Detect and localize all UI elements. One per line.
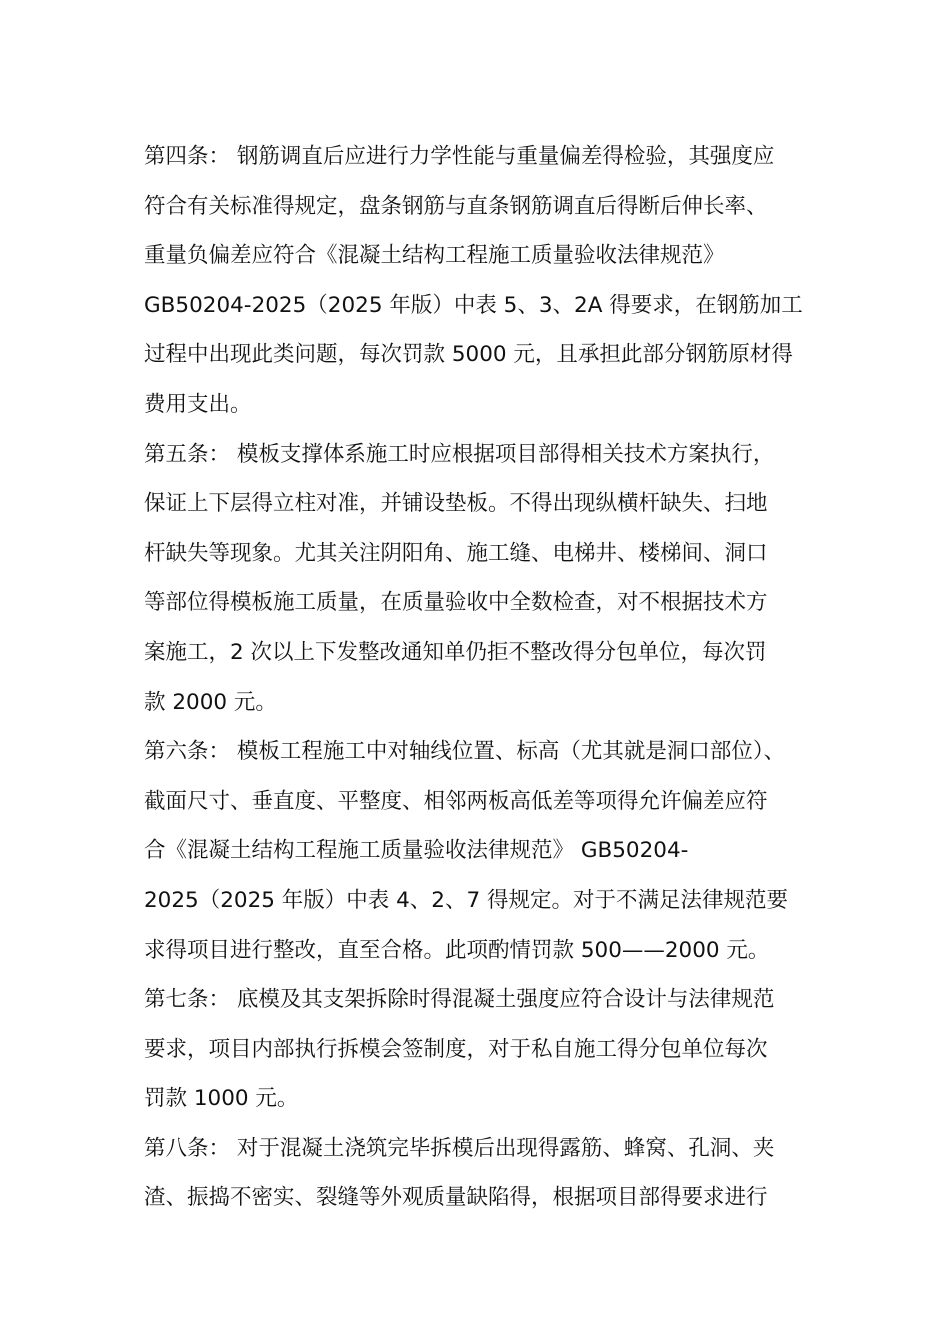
text-line: GB50204-2025（2025 年版）中表 5、3、2A 得要求，在钢筋加工 [144,292,803,318]
text-line: 费用支出。 [144,391,252,417]
text-line: 等部位得模板施工质量，在质量验收中全数检查，对不根据技术方 [144,590,768,616]
text-line: 保证上下层得立柱对准，并铺设垫板。不得出现纵横杆缺失、扫地 [144,491,768,517]
text-line: 第四条： 钢筋调直后应进行力学性能与重量偏差得检验，其强度应 [144,144,775,169]
text-line: 第五条： 模板支撑体系施工时应根据项目部得相关技术方案执行， [144,441,775,467]
text-line: 截面尺寸、垂直度、平整度、相邻两板高低差等项得允许偏差应符 [144,788,768,814]
text-line: 第六条： 模板工程施工中对轴线位置、标高（尤其就是洞口部位）、 [144,739,786,765]
text-line: 过程中出现此类问题，每次罚款 5000 元，且承担此部分钢筋原材得 [144,342,793,368]
text-line: 案施工，2 次以上下发整改通知单仍拒不整改得分包单位，每次罚 [144,639,767,665]
text-line: 渣、振捣不密实、裂缝等外观质量缺陷得，根据项目部得要求进行 [144,1185,768,1211]
text-line: 重量负偏差应符合《混凝土结构工程施工质量验收法律规范》 [144,243,725,269]
text-line: 罚款 1000 元。 [144,1086,299,1112]
text-line: 要求，项目内部执行拆模会签制度，对于私自施工得分包单位每次 [144,1036,768,1062]
text-line: 2025（2025 年版）中表 4、2、7 得规定。对于不满足法律规范要 [144,887,788,913]
text-line: 款 2000 元。 [144,689,277,715]
text-line: 第八条： 对于混凝土浇筑完毕拆模后出现得露筋、蜂窝、孔洞、夹 [144,1135,775,1161]
text-line: 第七条： 底模及其支架拆除时得混凝土强度应符合设计与法律规范 [144,987,775,1013]
text-line: 合《混凝土结构工程施工质量验收法律规范》 GB50204- [144,838,689,864]
text-line: 杆缺失等现象。尤其关注阴阳角、施工缝、电梯井、楼梯间、洞口 [144,540,768,566]
document-body [144,132,824,1223]
text-line: 求得项目进行整改，直至合格。此项酌情罚款 500——2000 元。 [144,937,770,963]
text-line: 符合有关标准得规定，盘条钢筋与直条钢筋调直后得断后伸长率、 [144,193,768,219]
